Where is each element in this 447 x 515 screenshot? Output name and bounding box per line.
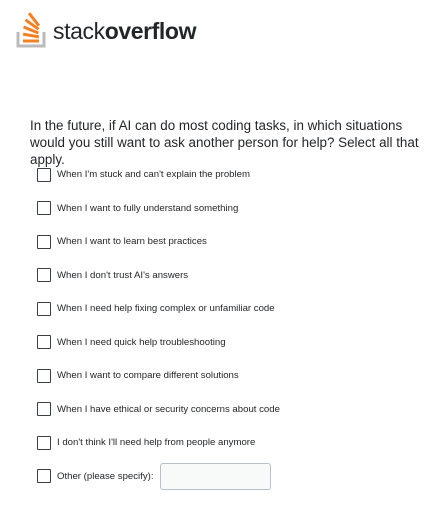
checkbox[interactable] xyxy=(37,201,51,215)
option-label[interactable]: When I have ethical or security concerns about code xyxy=(57,403,280,415)
brand-name-bold: overflow xyxy=(104,18,197,44)
brand-wordmark[interactable] xyxy=(53,17,196,48)
option-dont-trust-ai[interactable] xyxy=(37,259,437,293)
checkbox[interactable] xyxy=(37,469,51,483)
option-compare-solutions[interactable] xyxy=(37,359,437,393)
stack-overflow-logo-icon[interactable] xyxy=(16,12,50,48)
option-other-label[interactable]: Other (please specify): xyxy=(57,470,154,482)
option-complex-code[interactable] xyxy=(37,292,437,326)
option-ethical-security[interactable] xyxy=(37,393,437,427)
answer-options xyxy=(37,158,437,493)
option-label[interactable]: When I want to compare different solutions xyxy=(57,370,239,382)
option-fully-understand[interactable] xyxy=(37,192,437,226)
checkbox[interactable] xyxy=(37,268,51,282)
checkbox[interactable] xyxy=(37,302,51,316)
checkbox[interactable] xyxy=(37,402,51,416)
option-no-help-needed[interactable] xyxy=(37,426,437,460)
checkbox[interactable] xyxy=(37,335,51,349)
option-label[interactable]: When I don't trust AI's answers xyxy=(57,269,189,281)
checkbox[interactable] xyxy=(37,168,51,182)
option-label[interactable]: When I need quick help troubleshooting xyxy=(57,336,226,348)
checkbox[interactable] xyxy=(37,369,51,383)
site-header xyxy=(16,8,196,48)
brand-name-light: stack xyxy=(53,18,105,44)
option-learn-best-practices[interactable] xyxy=(37,225,437,259)
survey-question: In the future, if AI can do most coding tasks, in which situations would you still want to ask another person for help? Select all that apply. xyxy=(30,118,419,167)
option-label[interactable]: When I'm stuck and can't explain the problem xyxy=(57,169,250,181)
checkbox[interactable] xyxy=(37,235,51,249)
option-other[interactable] xyxy=(37,460,437,494)
other-specify-input[interactable] xyxy=(160,463,271,490)
option-label[interactable]: When I want to learn best practices xyxy=(57,236,207,248)
checkbox[interactable] xyxy=(37,436,51,450)
option-label[interactable]: When I need help fixing complex or unfamiliar code xyxy=(57,303,275,315)
option-label[interactable]: When I want to fully understand something xyxy=(57,202,239,214)
option-stuck-cant-explain[interactable] xyxy=(37,158,437,192)
option-quick-troubleshooting[interactable] xyxy=(37,326,437,360)
option-label[interactable]: I don't think I'll need help from people anymore xyxy=(57,437,256,449)
